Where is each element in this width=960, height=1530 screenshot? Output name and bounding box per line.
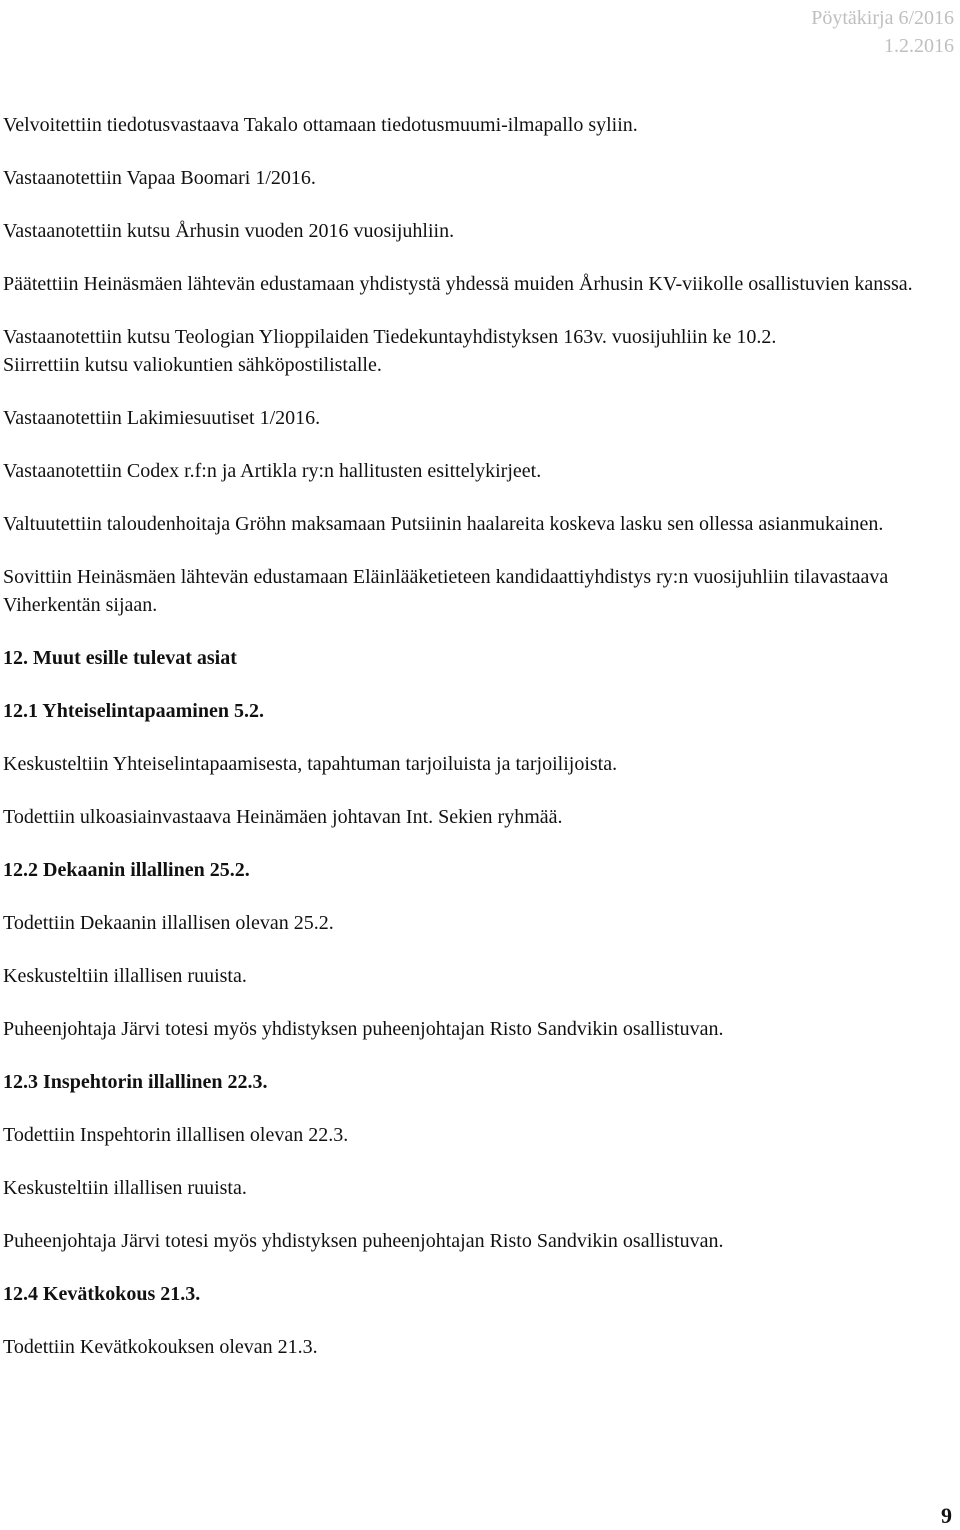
section-heading: 12. Muut esille tulevat asiat xyxy=(3,647,237,669)
paragraph: Päätettiin Heinäsmäen lähtevän edustamaan yhdistystä yhdessä muiden Århusin KV-viikolle osallistuvien kanssa. xyxy=(3,273,913,295)
subsection-heading: 12.4 Kevätkokous 21.3. xyxy=(3,1283,201,1305)
document-title: Pöytäkirja 6/2016 xyxy=(811,7,954,29)
subsection-heading: 12.3 Inspehtorin illallinen 22.3. xyxy=(3,1071,268,1093)
paragraph: Sovittiin Heinäsmäen lähtevän edustamaan Eläinlääketieteen kandidaattiyhdistys ry:n vuosijuhliin tilavastaava Viherkentän sijaan. xyxy=(3,566,889,616)
paragraph: Puheenjohtaja Järvi totesi myös yhdistyksen puheenjohtajan Risto Sandvikin osallistuvan. xyxy=(3,1018,724,1040)
page-number: 9 xyxy=(941,1503,952,1528)
paragraph: Vastaanotettiin Lakimiesuutiset 1/2016. xyxy=(3,407,321,429)
page-header xyxy=(811,4,954,60)
paragraph: Vastaanotettiin Codex r.f:n ja Artikla ry:n hallitusten esittelykirjeet. xyxy=(3,460,542,482)
paragraph: Todettiin Dekaanin illallisen olevan 25.2. xyxy=(3,912,334,934)
paragraph: Valtuutettiin taloudenhoitaja Gröhn maksamaan Putsiinin haalareita koskeva lasku sen ollessa asianmukainen. xyxy=(3,513,884,535)
subsection-heading: 12.1 Yhteiselintapaaminen 5.2. xyxy=(3,700,264,722)
paragraph: Todettiin Inspehtorin illallisen olevan 22.3. xyxy=(3,1124,349,1146)
paragraph: Siirrettiin kutsu valiokuntien sähköpostilistalle. xyxy=(3,354,382,376)
paragraph: Keskusteltiin illallisen ruuista. xyxy=(3,965,247,987)
document-date: 1.2.2016 xyxy=(884,35,954,57)
paragraph: Puheenjohtaja Järvi totesi myös yhdistyksen puheenjohtajan Risto Sandvikin osallistuvan. xyxy=(3,1230,724,1252)
paragraph: Vastaanotettiin kutsu Teologian Ylioppilaiden Tiedekuntayhdistyksen 163v. vuosijuhliin ke 10.2. xyxy=(3,326,777,348)
paragraph: Vastaanotettiin kutsu Århusin vuoden 2016 vuosijuhliin. xyxy=(3,220,455,242)
paragraph: Keskusteltiin illallisen ruuista. xyxy=(3,1177,247,1199)
paragraph: Velvoitettiin tiedotusvastaava Takalo ottamaan tiedotusmuumi-ilmapallo syliin. xyxy=(3,114,638,136)
paragraph: Keskusteltiin Yhteiselintapaamisesta, tapahtuman tarjoiluista ja tarjoilijoista. xyxy=(3,753,618,775)
paragraph: Todettiin Kevätkokouksen olevan 21.3. xyxy=(3,1336,318,1358)
document-body xyxy=(3,111,948,1386)
paragraph: Vastaanotettiin Vapaa Boomari 1/2016. xyxy=(3,167,316,189)
paragraph: Todettiin ulkoasiainvastaava Heinämäen johtavan Int. Sekien ryhmää. xyxy=(3,806,563,828)
subsection-heading: 12.2 Dekaanin illallinen 25.2. xyxy=(3,859,250,881)
